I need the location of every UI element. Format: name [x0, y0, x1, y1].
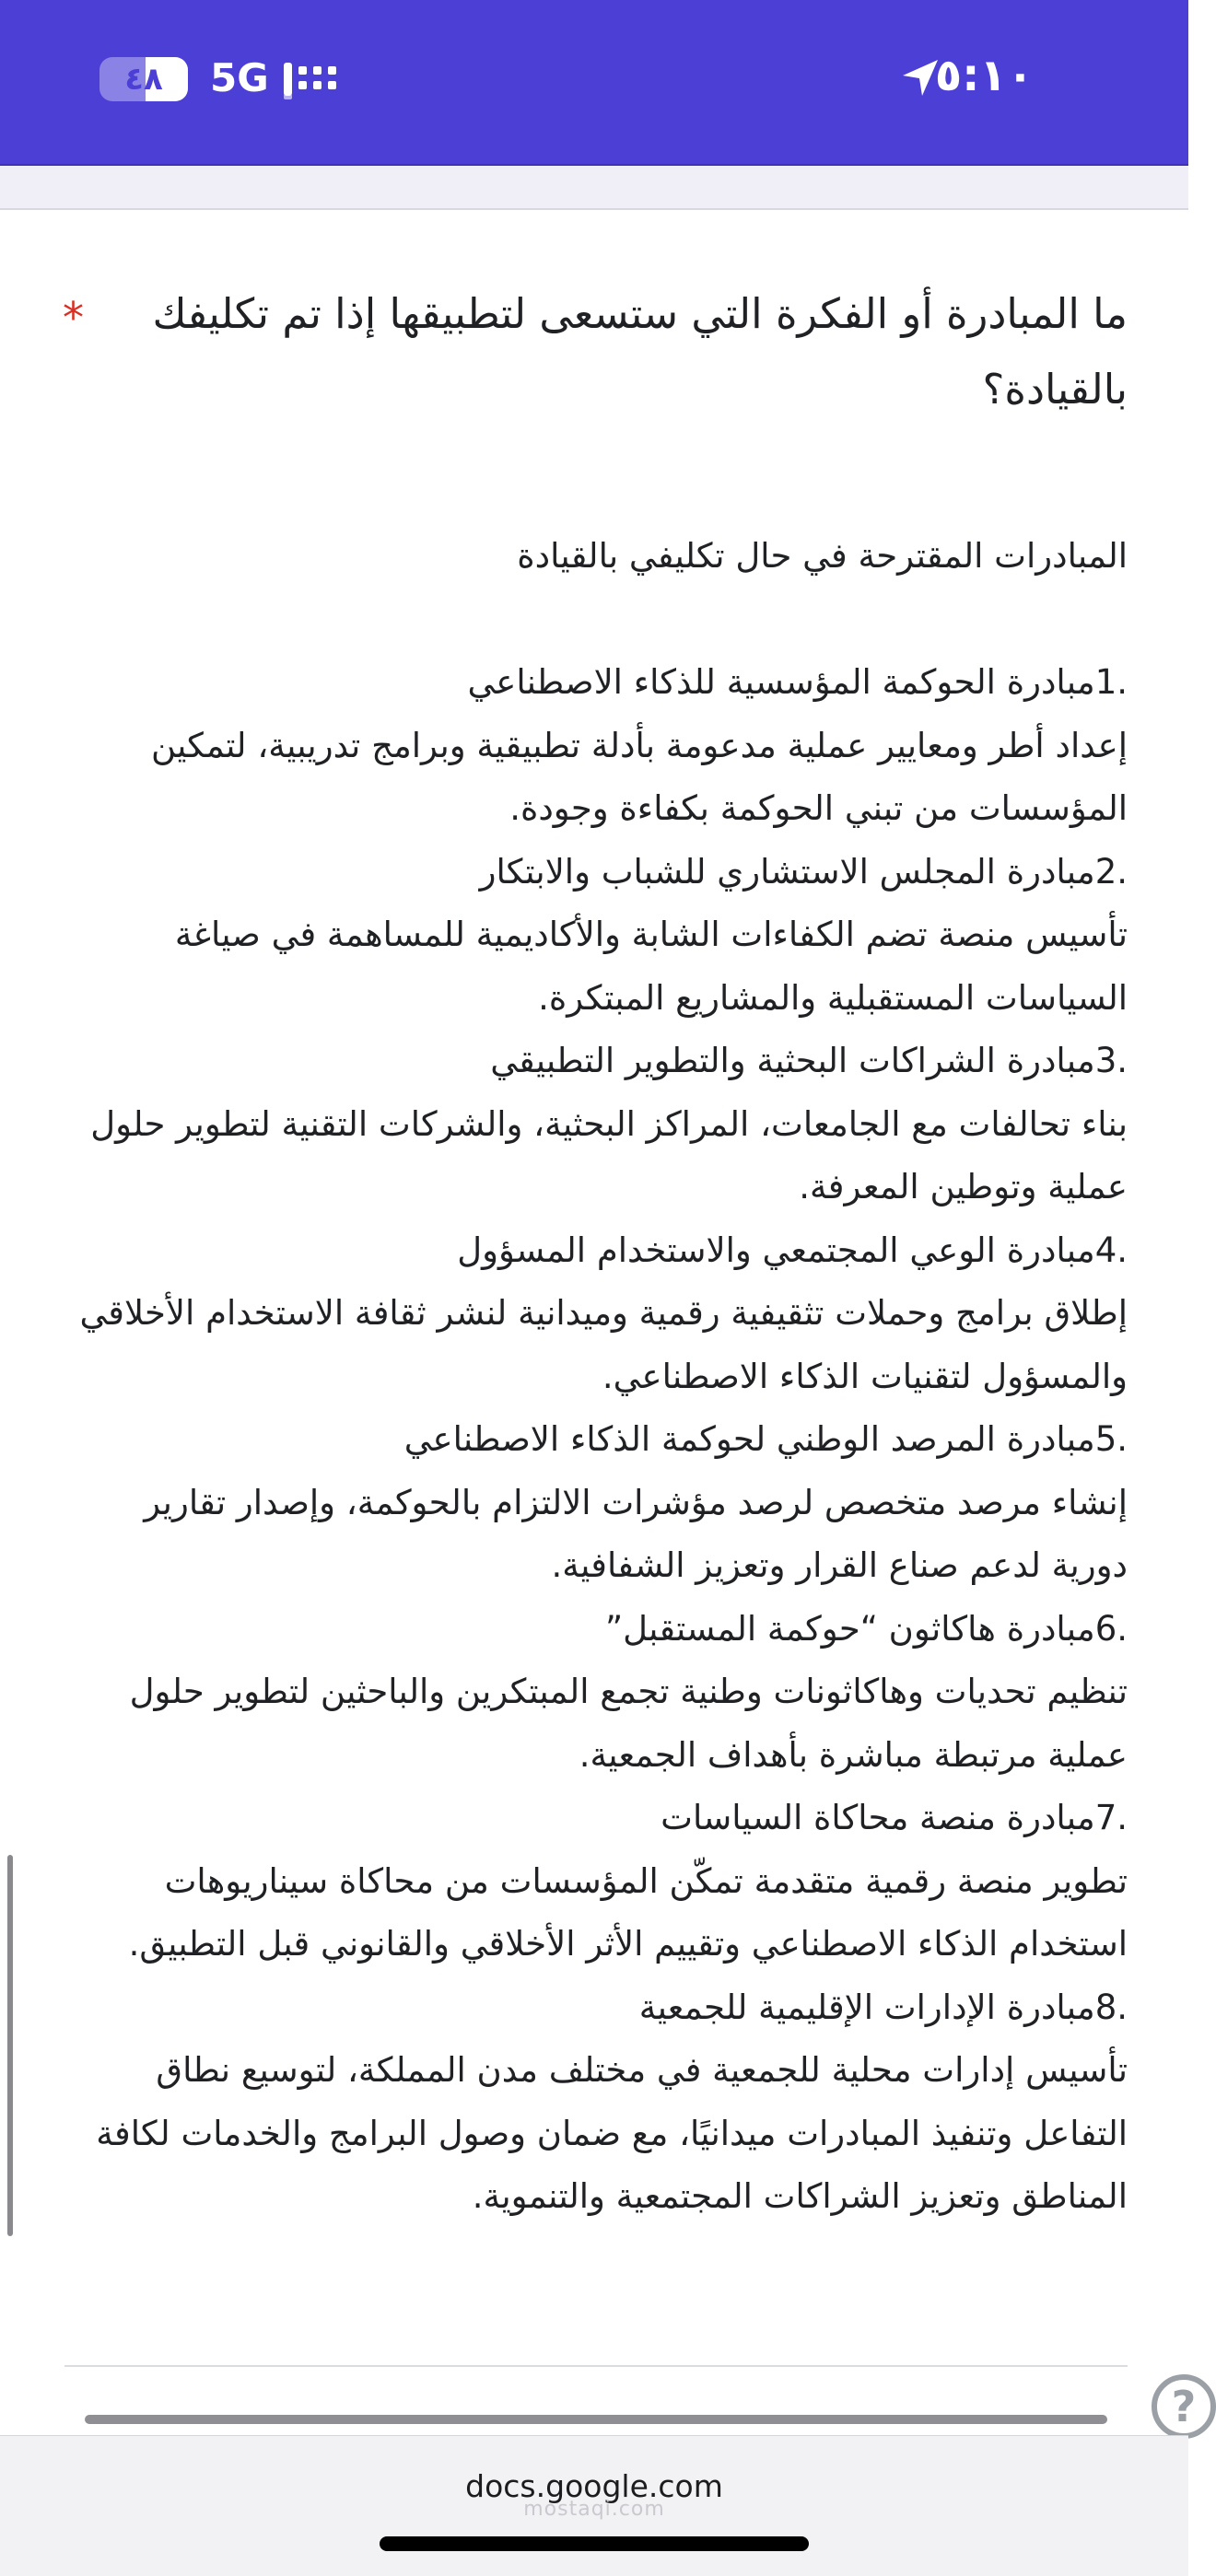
question-title: ما المبادرة أو الفكرة التي ستسعى لتطبيقها إذا تم تكليفك بالقيادة؟ — [152, 289, 1128, 414]
cellular-signal-icon — [282, 57, 346, 101]
network-type: 5G — [210, 55, 269, 100]
required-marker: * — [63, 293, 84, 343]
answer-field-underline — [64, 2365, 1128, 2367]
form-top-spacer — [0, 166, 1188, 208]
battery-icon — [99, 57, 188, 101]
answer-textarea[interactable]: المبادرات المقترحة في حال تكليفي بالقيادة .1مبادرة الحوكمة المؤسسية للذكاء الاصطناعي إعداد أطر ومعايير عملية مدعومة بأدلة تطبيقية وبرامج تدريبية، لتمكين المؤسسات من تبني الحوكمة بكفاءة وجودة. .2مبادرة المجلس الاستشاري للشباب والابتكار تأسيس منصة تضم الكفاءات الشابة والأكاديمية للمساهمة في صياغة السياسات المستقبلية والمشاريع المبتكرة. .3مبادرة الشراكات البحثية والتطوير التطبيقي بناء تحالفات مع الجامعات، المراكز البحثية، والشركات التقنية لتطوير حلول عملية وتوطين المعرفة. .4مبادرة الوعي المجتمعي والاستخدام المسؤول إطلاق برامج وحملات تثقيفية رقمية وميدانية لنشر ثقافة الاستخدام الأخلاقي والمسؤول لتقنيات الذكاء الاصطناعي. .5مبادرة المرصد الوطني لحوكمة الذكاء الاصطناعي إنشاء مرصد متخصص لرصد مؤشرات الالتزام بالحوكمة، وإصدار تقارير دورية لدعم صناع القرار وتعزيز الشفافية. .6مبادرة هاكاثون “حوكمة المستقبل” تنظيم تحديات وهاكاثونات وطنية تجمع المبتكرين والباحثين لتطوير حلول عملية مرتبطة مباشرة بأهداف الجمعية. .7مبادرة منصة محاكاة السياسات تطوير منصة رقمية متقدمة تمكّن المؤسسات من محاكاة سيناريوهات استخدام الذكاء الاصطناعي وتقييم الأثر الأخلاقي والقانوني قبل التطبيق. .8مبادرة الإدارات الإقليمية للجمعية تأسيس إدارات محلية للجمعية في مختلف مدن المملكة، لتوسيع نطاق التفاعل وتنفيذ المبادرات ميدانيًا، مع ضمان وصول البرامج والخدمات لكافة المناطق وتعزيز الشراكات المجتمعية والتنموية. — [79, 536, 1128, 2216]
vertical-scrollbar[interactable] — [7, 1855, 13, 2236]
home-indicator[interactable] — [380, 2536, 809, 2551]
horizontal-scrollbar[interactable] — [85, 2415, 1107, 2424]
help-circle-icon[interactable]: ? — [1152, 2374, 1216, 2439]
status-time: ٥:١٠ — [934, 50, 1034, 101]
battery-percentage: ٤٨ — [124, 61, 163, 98]
url-text[interactable]: docs.google.com — [465, 2468, 723, 2504]
watermark: mostaqi.com — [523, 2498, 665, 2521]
status-bar — [0, 0, 1188, 166]
